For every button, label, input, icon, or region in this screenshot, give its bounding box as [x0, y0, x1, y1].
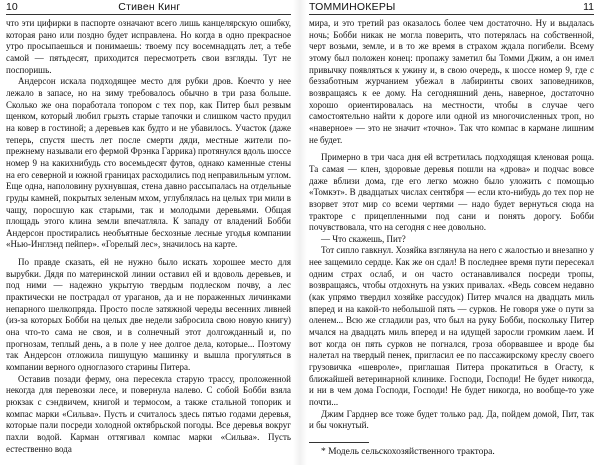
paragraph: Примерно в три часа дня ей встретилась подходящая кленовая роща. Та самая — клен, здоровые деревья пошли на «дрова» и подчас вовсе даже вблизи дома, где его легко можно было уложить с помощью «Томкэт». В двадцатых числах сентября — если кто-нибудь до тех пор не взорвет этот мир со всеми чертями — надо будет вернуться сюда на тракторе с прицепленными под сани и понять дорогу. Бобби почувствовала, что на сегодня с нее довольно. [309, 152, 594, 233]
right-page-header [309, 0, 594, 15]
paragraph: Джим Гарднер все тоже будет только рад. Да, пойдем домой, Пит, так и бы чокнутый. [309, 408, 594, 431]
paragraph: Тот сипло гавкнул. Хозяйка взглянула на него с жалостью и внезапно у нее защемило сердце. Как же он сдал! В последнее время пути пересекал одним страх ослаб, и он часто останавливался посреди тропы, возвращаясь, чтобы отдохнуть на узких привалах. «Ведь совсем недавно (как упрямо твердил хозяйке рассудок) Питер мчался на двадцать миль вперед и на какой-то небольшой пять — сурков. Не говоря уже о пути за оленем... Всю же сгладили раз, что был на руку Бобби, поскольку Питер мчался на двадцать миль вперед и на идущей заросли громким лаем. И вот когда он пять сурков не погнался, гроза оборвавшее и вроде бы налетал на твердый пенек, пригласил ее по пассажирскому креслу своего грузовичка «шевроле», приглашая Питера прокатиться в Огасту, к ближайшей ветеринарной клинике. Господи, Господи! Не будет никогда, и ни в чем дома Господи, Господи! Не будет никогда, но вообще-то уже почти... [309, 245, 594, 407]
paragraph: Оставив позади ферму, она пересекла старую трассу, проложенной некогда для перевозки лесе, и повернула налево. С собой Бобби взяла рюкзак с сэндвичем, книгой и термосом, а также стальной топорик и компас марки «Сильва». Пусть и считалось здесь пятью годами деревья, которые пали посреди холодной октябрьской погоды. Все деревья вокруг пахли водой. Карман оттягивал компас марки «Сильва». Пусть естественно вода [6, 373, 291, 454]
paragraph: что эти цифирки в паспорте означают всего лишь канцелярскую ошибку, которая рано или поздно будет исправлена. Но когда в одно прекрасное утро просыпаешься и понимаешь: твоему псу восемнадцать лет, а тебе самой — пятьдесят, приходится пересмотреть свои взгляды. Тут не поспоришь. [6, 18, 291, 75]
paragraph: По правде сказать, ей не нужно было искать хорошее место для вырубки. Дядя по материнской линии оставил ей и вдоволь деревьев, и под ними — надежно укрытую твердым подлеском почву, а лес практически не пострадал от ураганов, да и не пораженных личинками непарного шелкопряда. Просто после затяжной череды весенних ливней (из-за которых Бобби на целых две недели забросила свою новую книгу) она что-то сама не своя, и в солнечный этот долгожданный и, по прогнозам, теплый день, а в поле у нее долгое дела, которые... Поэтому так Андерсон отложила пишущую машинку и вышла прогуляться в компании верного одноглазого старины Питера. [6, 257, 291, 373]
running-head-author: Стивен Кинг [118, 1, 181, 13]
left-page-header [6, 0, 291, 15]
footnote-divider [309, 442, 369, 443]
paragraph: Андерсон искала подходящее место для рубки дров. Коечто у нее лежало в запасе, но на зиму требовалось обычно в три раза больше. Сколько же она поработала топором с тех пор, как Питер был резвым щенком, который любил грызть старые тапочки и слишком часто прудил на ковер в гостиной; а деревьев как будто и не убавилось. Участок (даже теперь, спустя шесть лет после смерти дяди, местные жители по-прежнему называли его фермой Фрэнка Гаррика) протянулся вдоль шоссе номер 9 на какихнибудь сто восемьдесят футов, однако каменные стены на его северной и южной границах расходились под неправильным углом. Еще одна, наполовину рухнувшая, стена давно рассыпалась на отдельные груды камней, покрытых зеленым мхом, углублялась на целых три мили в чащу, поросшую как старыми, так и молодыми деревьями. Общая площадь этого клина земли впечатляла. К западу от владений Бобби Андерсон простирались необъятные бесхозные лесные угодья компании «Нью-Инглэнд пейпер». «Горелый лес», значилось на карте. [6, 76, 291, 250]
running-head-title: ТОММИНОКЕРЫ [309, 1, 396, 13]
book-gutter [293, 0, 307, 465]
left-page [0, 0, 293, 465]
footnote: * Модель сельскохозяйственного трактора. [321, 446, 495, 457]
left-page-body [6, 18, 291, 455]
right-page [307, 0, 600, 465]
page-number-right: 11 [583, 1, 594, 13]
right-page-body [309, 18, 594, 458]
page-number-left: 10 [6, 1, 18, 13]
paragraph: мира, и это третий раз оказалось более чем достаточно. Ну и выдалась ночь; Бобби никак не могла поверить, что потерялась на собственной, черт возьми, земле, и в то же время в страхом ждала погибели. Всему этому был положен конец: пропажу заметил бы Томми Джим, а он имел привычку появляться к ужину и, в свою очередь, к шоссе номер 9, где с беззаботным журчанием убежал в лабиринты своих заповедников, возвращаясь к ее дому. На сегодняшний день, наверное, достаточно хорошо ориентировалась на местности, чтобы в случае чего самостоятельно найти к дороге или одной из многочисленных троп, но «наверное» — это не значит «точно». Так что компас в кармане лишним не будет. [309, 18, 594, 145]
dialogue-line: — Что скажешь, Пит? [321, 233, 406, 244]
